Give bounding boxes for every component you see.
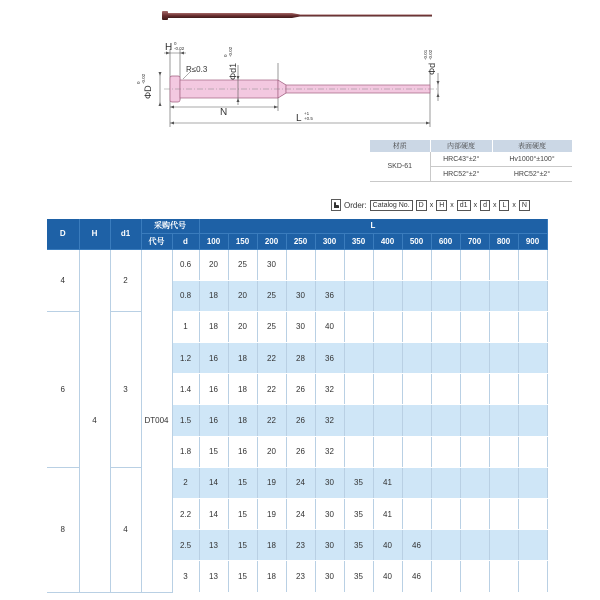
N-value (489, 499, 518, 530)
d-value: 0.8 (172, 280, 199, 311)
N-value (373, 311, 402, 342)
N-value: 25 (257, 280, 286, 311)
N-value (402, 249, 431, 280)
N-value (373, 280, 402, 311)
N-value: 20 (257, 436, 286, 467)
N-value: 30 (286, 280, 315, 311)
N-value: 18 (199, 280, 228, 311)
N-value: 25 (228, 249, 257, 280)
D-label: ΦD (143, 85, 153, 99)
N-value (460, 499, 489, 530)
N-value: 23 (286, 530, 315, 561)
order-separator: x (450, 201, 454, 209)
N-value: 20 (228, 280, 257, 311)
L-tolerance-bottom: +0.5 (304, 116, 313, 121)
L-header-800: 800 (489, 233, 518, 249)
N-value: 18 (228, 343, 257, 374)
N-value (518, 499, 547, 530)
d-tolerance-top: -0.01 (423, 49, 428, 60)
internal-hardness-1: HRC43°±2° (430, 152, 492, 167)
N-value (373, 374, 402, 405)
N-value: 30 (315, 467, 344, 498)
N-value: 24 (286, 467, 315, 498)
N-value: 18 (257, 561, 286, 592)
N-value (518, 530, 547, 561)
N-value: 22 (257, 343, 286, 374)
D-value: 4 (47, 249, 79, 311)
N-value: 46 (402, 530, 431, 561)
N-value (489, 405, 518, 436)
L-header-600: 600 (431, 233, 460, 249)
pin-technical-drawing (128, 35, 458, 130)
R-label: R≤0.3 (186, 65, 208, 74)
N-value: 32 (315, 436, 344, 467)
N-value: 19 (257, 499, 286, 530)
d-value: 0.6 (172, 249, 199, 280)
order-field-d1: d1 (457, 200, 471, 211)
order-separator: x (512, 201, 516, 209)
N-value (489, 374, 518, 405)
N-value: 16 (199, 343, 228, 374)
N-value (460, 467, 489, 498)
N-value (518, 343, 547, 374)
N-value (431, 436, 460, 467)
N-value (460, 561, 489, 592)
N-value (460, 405, 489, 436)
order-separator: x (473, 201, 478, 209)
N-value (489, 561, 518, 592)
col-header-d: d (172, 233, 199, 249)
N-value: 22 (257, 405, 286, 436)
N-value: 41 (373, 499, 402, 530)
N-value (460, 343, 489, 374)
L-tolerance-top: +1 (304, 111, 310, 116)
col-header-L: L (199, 219, 547, 233)
H-label: H (165, 42, 173, 53)
N-value (344, 405, 373, 436)
d-tolerance-bottom: -0.02 (428, 49, 433, 60)
N-value (402, 405, 431, 436)
ejector-pin-photo (162, 8, 434, 22)
N-value: 18 (228, 405, 257, 436)
N-value: 40 (373, 530, 402, 561)
L-header-400: 400 (373, 233, 402, 249)
N-value: 35 (344, 530, 373, 561)
d-value: 1.2 (172, 343, 199, 374)
order-field-H: H (436, 200, 447, 211)
order-field-d: d (480, 200, 490, 211)
N-value: 35 (344, 561, 373, 592)
surface-hardness-header: 表面硬度 (492, 140, 572, 152)
N-value: 19 (257, 467, 286, 498)
d-label: Φd (427, 62, 437, 75)
N-value (431, 311, 460, 342)
catalog-number-box: Catalog No. (370, 200, 413, 211)
order-field-L: L (499, 200, 509, 211)
N-value: 18 (257, 530, 286, 561)
N-value (402, 311, 431, 342)
table-row (47, 311, 547, 342)
d1-tolerance-top: 0 (223, 54, 228, 57)
order-format (331, 199, 530, 211)
d-value: 1.8 (172, 436, 199, 467)
N-value (431, 530, 460, 561)
L-header-100: 100 (199, 233, 228, 249)
N-value: 15 (199, 436, 228, 467)
N-value: 18 (228, 374, 257, 405)
internal-hardness-2: HRC52°±2° (430, 167, 492, 182)
L-header-900: 900 (518, 233, 547, 249)
N-value: 16 (199, 374, 228, 405)
N-value (402, 343, 431, 374)
table-row (47, 249, 547, 280)
N-value (489, 530, 518, 561)
N-value (373, 343, 402, 374)
H-tolerance-bottom: -0.02 (174, 46, 185, 51)
N-value: 26 (286, 374, 315, 405)
N-value: 15 (228, 467, 257, 498)
N-value (431, 343, 460, 374)
N-value: 36 (315, 280, 344, 311)
N-value (402, 436, 431, 467)
spec-table (47, 219, 548, 593)
N-value: 24 (286, 499, 315, 530)
code-value: DT004 (141, 249, 172, 592)
N-value (518, 280, 547, 311)
N-value (431, 405, 460, 436)
N-value: 18 (199, 311, 228, 342)
d1-label: Φd1 (228, 62, 238, 80)
d-value: 3 (172, 561, 199, 592)
N-value: 40 (315, 311, 344, 342)
N-value (431, 280, 460, 311)
N-value (402, 499, 431, 530)
D-value: 6 (47, 311, 79, 467)
N-value: 30 (315, 561, 344, 592)
N-value (489, 280, 518, 311)
L-header-700: 700 (460, 233, 489, 249)
N-value (518, 436, 547, 467)
N-value: 35 (344, 499, 373, 530)
N-value (489, 467, 518, 498)
d1-value: 4 (110, 467, 141, 592)
internal-hardness-header: 内部硬度 (430, 140, 492, 152)
N-label: N (220, 107, 228, 118)
N-value: 13 (199, 530, 228, 561)
N-value (460, 249, 489, 280)
col-header-code: 代号 (141, 233, 172, 249)
d1-tolerance-bottom: -0.02 (228, 46, 233, 57)
N-value: 26 (286, 436, 315, 467)
L-label: L (296, 113, 302, 124)
N-value (344, 311, 373, 342)
N-value: 16 (228, 436, 257, 467)
col-header-D: D (47, 219, 79, 249)
N-value (373, 436, 402, 467)
d-value: 2 (172, 467, 199, 498)
L-header-150: 150 (228, 233, 257, 249)
N-value: 30 (286, 311, 315, 342)
N-value: 26 (286, 405, 315, 436)
N-value (431, 467, 460, 498)
N-value (315, 249, 344, 280)
surface-hardness-2: HRC52°±2° (492, 167, 572, 182)
col-header-d1: d1 (110, 219, 141, 249)
N-value: 14 (199, 499, 228, 530)
N-value: 28 (286, 343, 315, 374)
material-table (370, 140, 573, 182)
N-value (460, 311, 489, 342)
N-value: 20 (228, 311, 257, 342)
order-separator: x (429, 201, 434, 209)
N-value (344, 436, 373, 467)
N-value (518, 311, 547, 342)
N-value (460, 436, 489, 467)
N-value: 23 (286, 561, 315, 592)
N-value (344, 280, 373, 311)
N-value: 30 (315, 499, 344, 530)
d-value: 1.5 (172, 405, 199, 436)
table-row (47, 467, 547, 498)
L-header-250: 250 (286, 233, 315, 249)
N-value: 15 (228, 499, 257, 530)
N-value: 14 (199, 467, 228, 498)
N-value (518, 405, 547, 436)
N-value (431, 561, 460, 592)
N-value (489, 436, 518, 467)
N-value: 32 (315, 405, 344, 436)
material-name: SKD-61 (370, 152, 430, 182)
N-value: 46 (402, 561, 431, 592)
N-value: 16 (199, 405, 228, 436)
H-tolerance-top: 0 (174, 41, 177, 46)
N-value (460, 280, 489, 311)
D-value: 8 (47, 467, 79, 592)
order-separator: x (492, 201, 497, 209)
d-value: 1 (172, 311, 199, 342)
N-value (518, 467, 547, 498)
order-field-N: N (519, 200, 530, 211)
N-value (402, 374, 431, 405)
N-value (518, 374, 547, 405)
N-value: 40 (373, 561, 402, 592)
N-value (431, 499, 460, 530)
N-value (286, 249, 315, 280)
d-value: 1.4 (172, 374, 199, 405)
N-value: 15 (228, 561, 257, 592)
N-value (373, 405, 402, 436)
N-value (344, 343, 373, 374)
N-value: 41 (373, 467, 402, 498)
N-value: 22 (257, 374, 286, 405)
N-value (460, 530, 489, 561)
order-label: Order: (344, 200, 367, 210)
N-value (460, 374, 489, 405)
L-header-500: 500 (402, 233, 431, 249)
N-value: 15 (228, 530, 257, 561)
surface-hardness-1: Hv1000°±100° (492, 152, 572, 167)
material-header: 材质 (370, 140, 430, 152)
N-value: 35 (344, 467, 373, 498)
N-value (431, 374, 460, 405)
N-value (373, 249, 402, 280)
N-value (489, 311, 518, 342)
N-value (344, 374, 373, 405)
N-value: 30 (257, 249, 286, 280)
d-value: 2.2 (172, 499, 199, 530)
H-value: 4 (79, 249, 110, 592)
N-value (344, 249, 373, 280)
N-value: 36 (315, 343, 344, 374)
D-tolerance-bottom: -0.02 (141, 73, 146, 84)
L-header-200: 200 (257, 233, 286, 249)
N-value: 25 (257, 311, 286, 342)
N-value: 32 (315, 374, 344, 405)
N-value (431, 249, 460, 280)
col-header-H: H (79, 219, 110, 249)
d-value: 2.5 (172, 530, 199, 561)
N-value (489, 249, 518, 280)
d1-value: 3 (110, 311, 141, 467)
N-value (402, 467, 431, 498)
N-value (518, 249, 547, 280)
N-value (489, 343, 518, 374)
N-value: 20 (199, 249, 228, 280)
N-value (518, 561, 547, 592)
order-field-D: D (416, 200, 427, 211)
L-header-350: 350 (344, 233, 373, 249)
d1-value: 2 (110, 249, 141, 311)
N-value: 13 (199, 561, 228, 592)
L-header-300: 300 (315, 233, 344, 249)
D-tolerance-top: 0 (136, 81, 141, 84)
N-value (402, 280, 431, 311)
pointing-hand-icon (331, 199, 341, 211)
col-header-purchase-code: 采购代号 (141, 219, 199, 233)
N-value: 30 (315, 530, 344, 561)
